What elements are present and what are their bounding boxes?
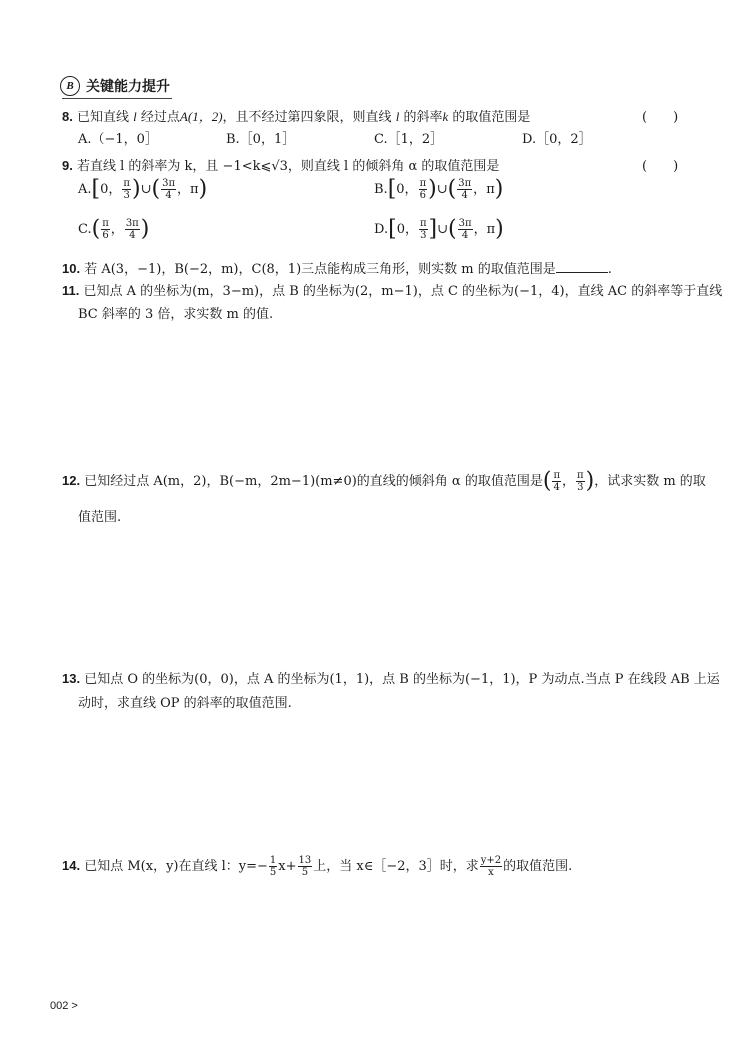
q9-option-c: C.( $\frac{\pi}{6}$ ， $\frac{3\pi}{4}$ ) — [78, 216, 150, 242]
question-9 — [62, 155, 499, 174]
q9-text: 若直线 l 的斜率为 k，且 −1<k⩽√3，则直线 l 的倾斜角 α 的取值范围是 — [76, 159, 500, 174]
question-13 — [62, 668, 720, 687]
q8-number: 8. — [62, 109, 73, 124]
q11-line2: BC 斜率的 3 倍，求实数 m 的值. — [78, 307, 274, 322]
q8-option-a: A.（−1，0］ — [78, 132, 158, 147]
section-badge: B — [60, 76, 80, 96]
q13-line2: 动时，求直线 OP 的斜率的取值范围. — [78, 696, 292, 711]
question-11 — [62, 280, 722, 299]
header-underline — [62, 98, 172, 99]
q8-text: 已知直线 l 经过点A(1，2)，且不经过第四象限，则直线 l 的斜率k 的取值范围是 — [76, 109, 531, 125]
next-arrow-icon: > — [71, 1000, 78, 1012]
question-12: 12. 已知经过点 A(m，2)，B(−m，2m−1)(m≠0)的直线的倾斜角 α 的取值范围是( $\frac{\pi}{4}$ ， $\frac{\pi}{3}$ )，试求实数 m 的取 — [62, 468, 706, 494]
q9-option-a: A.[0， $\frac{\pi}{3}$ )∪( $\frac{3\pi}{4}$ ，π) — [78, 176, 208, 202]
q9-answer-paren: ( ) — [642, 159, 679, 174]
question-14 — [62, 855, 572, 878]
q8-option-d: D.［0，2］ — [522, 132, 592, 147]
q14-number: 14. — [62, 858, 81, 873]
q10-answer-blank[interactable] — [556, 261, 608, 273]
section-header — [60, 74, 170, 98]
q10-text: 若 A(3，−1)，B(−2，m)，C(8，1)三点能构成三角形，则实数 m 的取值范围是 — [84, 262, 556, 277]
section-title: 关键能力提升 — [86, 79, 170, 95]
question-10: 10. 若 A(3，−1)，B(−2，m)，C(8，1)三点能构成三角形，则实数 m 的取值范围是 . — [62, 261, 612, 277]
q9-option-b: B.[0， $\frac{\pi}{6}$ )∪( $\frac{3\pi}{4}$ ，π) — [374, 176, 504, 202]
q11-number: 11. — [62, 283, 80, 298]
page-number: 002 — [50, 1000, 69, 1012]
q9-number: 9. — [62, 158, 73, 173]
q13-number: 13. — [62, 671, 81, 686]
q9-option-d: D.[0， $\frac{\pi}{3}$ ]∪( $\frac{3\pi}{4}$ ，π) — [374, 216, 504, 242]
q8-option-b: B.［0，1］ — [226, 132, 296, 147]
q11-line1: 已知点 A 的坐标为(m，3−m)，点 B 的坐标为(2，m−1)，点 C 的坐标为(−1，4)，直线 AC 的斜率等于直线 — [83, 284, 723, 299]
q8-answer-paren: ( ) — [642, 110, 679, 125]
question-8 — [62, 106, 530, 125]
page-footer — [50, 1000, 78, 1012]
q12-line1: 已知经过点 A(m，2)，B(−m，2m−1)(m≠0)的直线的倾斜角 α 的取值范围是 — [84, 474, 543, 489]
q12-number: 12. — [62, 473, 81, 488]
q8-option-c: C.［1，2］ — [374, 132, 444, 147]
q10-number: 10. — [62, 261, 81, 276]
q12-line2: 值范围. — [78, 510, 122, 525]
q13-line1: 已知点 O 的坐标为(0，0)，点 A 的坐标为(1，1)，点 B 的坐标为(−1，1)，P 为动点.当点 P 在线段 AB 上运 — [84, 672, 720, 687]
q14-text: 已知点 M(x，y)在直线 l：y=− $\frac{1}{5}$ x+ $\frac{13}{5}$ 上，当 x∈［−2，3］时，求 $\frac{y+2}{x}$ 的取值范围. — [84, 855, 573, 878]
